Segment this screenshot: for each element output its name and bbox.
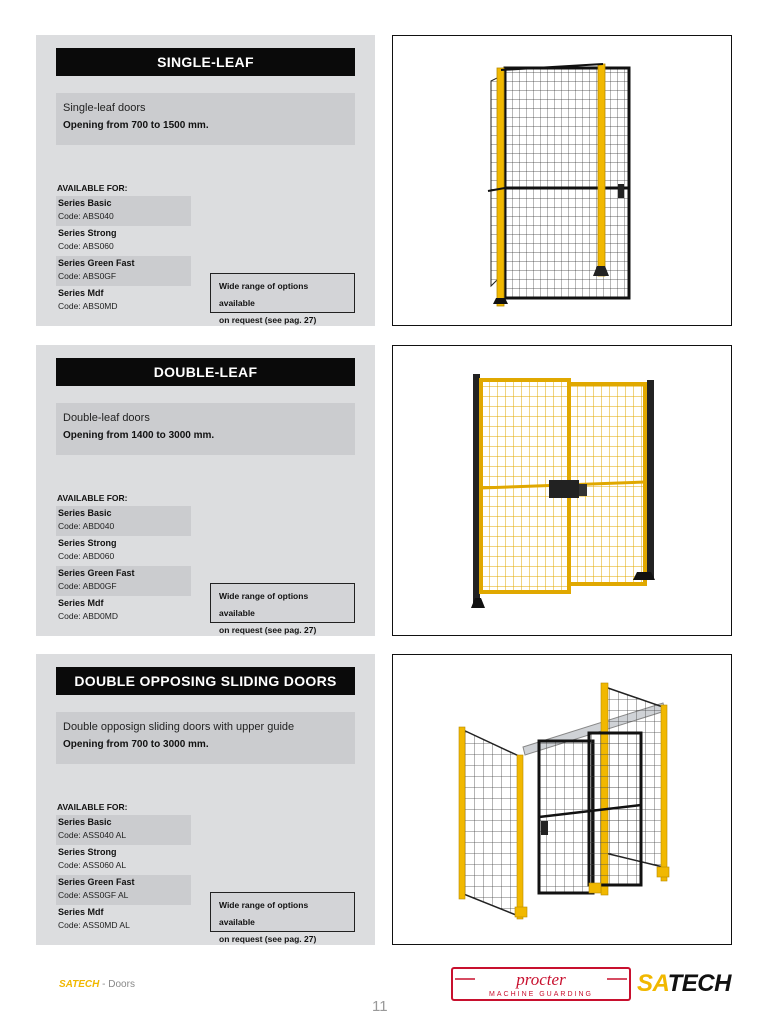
list-item bbox=[56, 196, 191, 226]
description-box bbox=[56, 712, 355, 764]
series-code: Code: ABS040 bbox=[58, 211, 114, 221]
procter-name: procter bbox=[516, 970, 566, 989]
list-item bbox=[56, 256, 191, 286]
available-for-label: AVAILABLE FOR: bbox=[57, 493, 128, 503]
sliding-doors-illustration bbox=[393, 655, 731, 944]
section-single-leaf bbox=[36, 35, 375, 326]
available-for-label: AVAILABLE FOR: bbox=[57, 183, 128, 193]
section-double-leaf bbox=[36, 345, 375, 636]
description: Double opposign sliding doors with upper guide bbox=[63, 721, 295, 733]
series-name: Series Green Fast bbox=[58, 877, 135, 887]
series-name: Series Mdf bbox=[58, 288, 104, 298]
options-note bbox=[210, 583, 355, 635]
series-code: Code: ABD060 bbox=[58, 551, 115, 561]
options-note bbox=[210, 273, 355, 325]
options-line: on request (see pag. 27) bbox=[219, 315, 317, 325]
list-item bbox=[56, 905, 191, 935]
description-box bbox=[56, 403, 355, 455]
sliding-doors-image bbox=[392, 654, 732, 945]
list-item bbox=[56, 226, 191, 256]
list-item bbox=[56, 845, 191, 875]
footer-brand-section: - Doors bbox=[99, 979, 135, 990]
series-list bbox=[56, 815, 191, 935]
list-item bbox=[56, 815, 191, 845]
footer-brand-tech: TECH bbox=[72, 979, 100, 990]
series-name: Series Green Fast bbox=[58, 568, 135, 578]
opening-range: Opening from 700 to 3000 mm. bbox=[63, 739, 209, 750]
series-code: Code: ABS060 bbox=[58, 241, 114, 251]
options-line: on request (see pag. 27) bbox=[219, 934, 317, 944]
options-line: on request (see pag. 27) bbox=[219, 625, 317, 635]
description: Single-leaf doors bbox=[63, 102, 146, 114]
list-item bbox=[56, 536, 191, 566]
list-item bbox=[56, 596, 191, 626]
series-name: Series Strong bbox=[58, 847, 117, 857]
options-line: Wide range of options available bbox=[219, 900, 309, 927]
available-for-label: AVAILABLE FOR: bbox=[57, 802, 128, 812]
series-code: Code: ASS060 AL bbox=[58, 860, 127, 870]
satech-logo-tech: TECH bbox=[667, 970, 731, 997]
series-code: Code: ABS0MD bbox=[58, 301, 118, 311]
series-code: Code: ABS0GF bbox=[58, 271, 117, 281]
list-item bbox=[56, 566, 191, 596]
double-leaf-door-illustration bbox=[393, 346, 731, 635]
series-name: Series Strong bbox=[58, 228, 117, 238]
description-box bbox=[56, 93, 355, 145]
options-note bbox=[210, 892, 355, 944]
section-title: DOUBLE OPPOSING SLIDING DOORS bbox=[56, 667, 355, 695]
satech-logo bbox=[637, 970, 731, 998]
series-code: Code: ABD040 bbox=[58, 521, 115, 531]
page-number: 11 bbox=[372, 998, 388, 1015]
procter-logo bbox=[451, 967, 631, 1001]
satech-logo-sa: SA bbox=[637, 970, 668, 997]
opening-range: Opening from 700 to 1500 mm. bbox=[63, 120, 209, 131]
section-title: DOUBLE-LEAF bbox=[56, 358, 355, 386]
options-line: Wide range of options available bbox=[219, 591, 309, 618]
series-code: Code: ABD0GF bbox=[58, 581, 117, 591]
series-list bbox=[56, 196, 191, 316]
section-double-opposing-sliding-doors bbox=[36, 654, 375, 945]
single-leaf-door-illustration bbox=[393, 36, 731, 325]
single-leaf-door-image bbox=[392, 35, 732, 326]
options-line: Wide range of options available bbox=[219, 281, 309, 308]
list-item bbox=[56, 875, 191, 905]
series-name: Series Mdf bbox=[58, 598, 104, 608]
series-name: Series Basic bbox=[58, 198, 112, 208]
double-leaf-door-image bbox=[392, 345, 732, 636]
footer-brand-sa: SA bbox=[59, 979, 73, 990]
procter-tagline: MACHINE GUARDING bbox=[489, 991, 593, 998]
series-name: Series Basic bbox=[58, 508, 112, 518]
series-name: Series Basic bbox=[58, 817, 112, 827]
section-title: SINGLE-LEAF bbox=[56, 48, 355, 76]
series-code: Code: ABD0MD bbox=[58, 611, 118, 621]
footer-brand bbox=[59, 979, 135, 990]
series-code: Code: ASS040 AL bbox=[58, 830, 127, 840]
list-item bbox=[56, 506, 191, 536]
series-list bbox=[56, 506, 191, 626]
opening-range: Opening from 1400 to 3000 mm. bbox=[63, 430, 215, 441]
series-name: Series Mdf bbox=[58, 907, 104, 917]
list-item bbox=[56, 286, 191, 316]
series-code: Code: ASS0GF AL bbox=[58, 890, 129, 900]
description: Double-leaf doors bbox=[63, 412, 150, 424]
series-code: Code: ASS0MD AL bbox=[58, 920, 130, 930]
series-name: Series Green Fast bbox=[58, 258, 135, 268]
series-name: Series Strong bbox=[58, 538, 117, 548]
